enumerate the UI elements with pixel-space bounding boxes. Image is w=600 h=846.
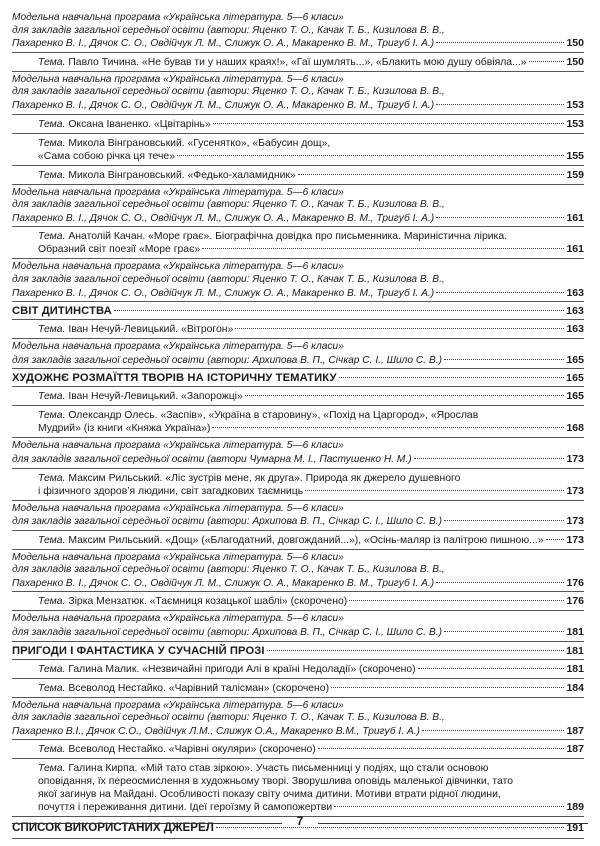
topic-entry <box>12 592 584 611</box>
toc-line <box>12 187 584 200</box>
topic-label: Тема. <box>38 763 66 775</box>
toc-text: «Сама собою річка ця тече» <box>38 150 175 162</box>
toc-text: Микола Вінграновський. «Федько-халамидник» <box>68 169 296 181</box>
toc-line <box>38 169 584 182</box>
toc-text: Модельна навчальна програма «Українська література. 5—6 класи» <box>12 186 344 198</box>
toc-text: Анатолій Качан. «Море грає». Біографічна довідка про письменника. Мариністична лірика. <box>68 231 507 243</box>
topic-entry <box>12 227 584 259</box>
topic-label: Тема. <box>38 169 66 181</box>
leader-dots <box>177 155 565 156</box>
page-number: 7 <box>296 814 304 828</box>
toc-line <box>12 503 584 516</box>
toc-text: Пахаренко В. І., Дячок С. О., Овдійчук Л. М., Слижук О. А., Макаренко В. М., Тригуб І. А.) <box>12 212 435 224</box>
toc-line <box>38 595 584 608</box>
toc-text: ХУДОЖНЄ РОЗМАЇТТЯ ТВОРІВ НА ІСТОРИЧНУ ТЕМАТИКУ <box>12 372 337 385</box>
leader-dots <box>529 61 565 62</box>
topic-entry <box>12 320 584 339</box>
section-heading <box>12 369 584 387</box>
toc-text: Галина Кирпа. «Мій тато став зіркою». Участь письменниці у подіях, що стали основою <box>68 763 489 775</box>
toc-line <box>12 74 584 87</box>
page-ref: 165 <box>566 390 584 403</box>
toc-text: Пахаренко В. І., Дячок С. О., Овдійчук Л. М., Слижук О. А., Макаренко В. М., Тригуб І. А.) <box>12 287 435 299</box>
toc-text: Пахаренко В.І., Дячок С.О., Овдійчук Л.М., Слижук О.А., Макаренко В.М., Тригуб І. А.) <box>12 725 420 737</box>
topic-label: Тема. <box>38 472 66 484</box>
leader-dots <box>349 600 564 601</box>
leader-dots <box>212 427 564 428</box>
page-ref: 181 <box>566 644 584 657</box>
toc-text: для закладів загальної середньої освіти (автори: Яценко Т. О., Качак Т. Б., Кизилова В. В., <box>12 564 445 576</box>
toc-line <box>38 118 584 131</box>
topic-label: Тема. <box>38 744 66 756</box>
toc-line <box>38 485 584 498</box>
topic-entry <box>12 740 584 759</box>
toc-text: Пахаренко В. І., Дячок С. О., Овдійчук Л. М., Слижук О. А., Макаренко В. М., Тригуб І. А.) <box>12 38 435 50</box>
toc-text: і фізичного здоров’я людини, світ загадкових таємниць <box>38 485 304 497</box>
program-entry <box>12 438 584 468</box>
toc-line <box>12 440 584 453</box>
toc-text: Модельна навчальна програма «Українська література. 5—6 класи» <box>12 341 344 353</box>
toc-text: Оксана Іваненко. «Цвітарінь» <box>68 118 211 130</box>
toc-line <box>12 86 584 99</box>
toc-line <box>12 274 584 287</box>
leader-dots <box>267 650 565 651</box>
page-ref: 168 <box>566 422 584 435</box>
toc-text: почуття і переживання дитини. Ідеї героїзму й самопожертви <box>38 802 333 814</box>
page-ref: 159 <box>566 168 584 181</box>
program-entry <box>12 72 584 115</box>
page-ref: 153 <box>566 98 584 111</box>
leader-dots <box>422 730 565 731</box>
toc-line <box>38 390 584 403</box>
toc-line <box>12 613 584 626</box>
bibliography-text: СПИСОК ВИКОРИСТАНИХ ДЖЕРЕЛ <box>12 821 214 835</box>
toc-text: Модельна навчальна програма «Українська література. 5—6 класи» <box>12 502 344 514</box>
leader-dots <box>235 328 564 329</box>
toc-line <box>12 37 584 51</box>
toc-line <box>12 700 584 713</box>
toc-line <box>38 472 584 485</box>
leader-dots <box>339 377 565 378</box>
toc-line <box>12 515 584 529</box>
leader-dots <box>444 359 565 360</box>
toc-text: Олександр Олесь. «Заспів», «Україна в старовину», «Похід на Царгород», «Ярослав <box>68 410 479 422</box>
topic-label: Тема. <box>38 391 66 403</box>
page-ref: 176 <box>566 576 584 589</box>
topic-entry <box>12 660 584 679</box>
topic-entry <box>12 115 584 134</box>
toc-text: якої загинув на Майдані. Особливості показу світу очима дитини. Мотиви втрати рідної людини, <box>38 789 501 801</box>
topic-entry <box>12 53 584 72</box>
toc-line <box>12 371 584 385</box>
topic-label: Тема. <box>38 56 66 68</box>
toc-text: для закладів загальної середньої освіти (автори: Архипова В. П., Січкар С. І., Шило С. В.) <box>12 516 442 528</box>
toc-text: ПРИГОДИ І ФАНТАСТИКА У СУЧАСНІЙ ПРОЗІ <box>12 644 265 657</box>
toc-line <box>12 199 584 212</box>
topic-entry <box>12 679 584 698</box>
page-ref: 187 <box>566 743 584 756</box>
leader-dots <box>245 395 565 396</box>
toc-text: Модельна навчальна програма «Українська література. 5—6 класи» <box>12 261 344 273</box>
program-entry <box>12 339 584 369</box>
toc-text: СВІТ ДИТИНСТВА <box>12 305 112 318</box>
toc-line <box>38 422 584 435</box>
footer-rule-left <box>12 823 282 824</box>
leader-dots <box>444 520 565 521</box>
page-ref: 173 <box>566 452 584 465</box>
page-ref: 153 <box>566 117 584 130</box>
toc-line <box>38 323 584 336</box>
toc-line <box>12 12 584 25</box>
toc-line <box>38 762 584 775</box>
toc-line <box>12 552 584 565</box>
toc-line <box>12 725 584 739</box>
toc-line <box>12 304 584 318</box>
toc-line <box>12 99 584 113</box>
toc-text: для закладів загальної середньої освіти (автори: Архипова В. П., Січкар С. І., Шило С. В.) <box>12 354 442 366</box>
leader-dots <box>114 310 564 311</box>
toc-text: Микола Вінграновський. «Гусенятко», «Бабусин дощ», <box>68 137 331 149</box>
footer-rule-right <box>318 823 588 824</box>
toc-text: Образний світ поезії «Море грає» <box>38 244 201 256</box>
toc-line <box>12 287 584 301</box>
topic-label: Тема. <box>38 596 66 608</box>
page-ref: 155 <box>566 149 584 162</box>
toc-text: Іван Нечуй-Левицький. «Вітрогон» <box>68 324 234 336</box>
page-ref: 173 <box>566 533 584 546</box>
topic-label: Тема. <box>38 137 66 149</box>
toc-line <box>38 775 584 788</box>
toc-text: для закладів загальної середньої освіти (автори: Яценко Т. О., Качак Т. Б., Кизилова В. В., <box>12 86 445 98</box>
leader-dots <box>414 458 565 459</box>
toc-line <box>38 243 584 256</box>
topic-label: Тема. <box>38 324 66 336</box>
toc-line <box>38 743 584 756</box>
leader-dots <box>436 42 564 43</box>
topic-entry <box>12 531 584 550</box>
topic-label: Тема. <box>38 231 66 243</box>
toc-text: Павло Тичина. «Не бував ти у наших краях!», «Гаї шумлять...», «Блакить мою душу обвіяла...» <box>68 56 527 68</box>
leader-dots <box>318 748 565 749</box>
topic-label: Тема. <box>38 663 66 675</box>
topic-label: Тема. <box>38 682 66 694</box>
leader-dots <box>305 490 564 491</box>
toc-line <box>12 712 584 725</box>
toc-text: для закладів загальної середньої освіти (автори Чумарна М. І., Пастушенко Н. М.) <box>12 453 412 465</box>
leader-dots <box>202 248 564 249</box>
toc-text: для закладів загальної середньої освіти (автори: Яценко Т. О., Качак Т. Б., Кизилова В. В., <box>12 273 445 285</box>
page-ref: 161 <box>566 211 584 224</box>
page-ref: 181 <box>566 626 584 639</box>
toc-text: для закладів загальної середньої освіти (автори: Яценко Т. О., Качак Т. Б., Кизилова В. В., <box>12 24 445 36</box>
toc-text: для закладів загальної середньої освіти (автори: Яценко Т. О., Качак Т. Б., Кизилова В. В., <box>12 199 445 211</box>
topic-entry <box>12 469 584 501</box>
toc-line <box>12 564 584 577</box>
toc-line <box>38 137 584 150</box>
page-ref: 150 <box>566 37 584 50</box>
page-ref: 187 <box>566 724 584 737</box>
program-entry <box>12 698 584 741</box>
leader-dots <box>334 806 564 807</box>
topic-entry <box>12 166 584 185</box>
toc-line <box>12 453 584 467</box>
topic-entry <box>12 387 584 406</box>
topic-entry <box>12 406 584 438</box>
program-entry <box>12 185 584 228</box>
page-ref: 161 <box>566 243 584 256</box>
toc-line <box>12 577 584 591</box>
toc-line <box>38 788 584 801</box>
toc-text: Модельна навчальна програма «Українська література. 5—6 класи» <box>12 73 344 85</box>
leader-dots <box>436 582 564 583</box>
toc-line <box>12 212 584 226</box>
toc-text: Модельна навчальна програма «Українська література. 5—6 класи» <box>12 551 344 563</box>
page-ref: 191 <box>566 822 584 835</box>
toc-text: Всеволод Нестайко. «Чарівний талісман» (скорочено) <box>68 682 330 694</box>
toc-text: Модельна навчальна програма «Українська література. 5—6 класи» <box>12 699 344 711</box>
toc-line <box>38 150 584 163</box>
toc-line <box>12 354 584 368</box>
toc-text: Модельна навчальна програма «Українська література. 5—6 класи» <box>12 12 344 23</box>
toc-line <box>38 409 584 422</box>
toc-line <box>38 56 584 69</box>
toc-text: Мудрий» (із книги «Княжа Україна») <box>38 423 211 435</box>
leader-dots <box>436 217 564 218</box>
toc-text: Галина Малик. «Незвичайні пригоди Алі в країні Недоладії» (скорочено) <box>68 663 416 675</box>
toc-line <box>38 663 584 676</box>
leader-dots <box>216 827 565 828</box>
program-entry <box>12 501 584 531</box>
page-ref: 163 <box>566 323 584 336</box>
topic-label: Тема. <box>38 410 66 422</box>
toc-line <box>12 25 584 38</box>
toc-text: Максим Рильський. «Ліс зустрів мене, як друга». Природа як джерело душевного <box>68 472 461 484</box>
toc-text: Всеволод Нестайко. «Чарівні окуляри» (скорочено) <box>68 744 316 756</box>
toc-text: Модельна навчальна програма «Українська література. 5—6 класи» <box>12 440 344 452</box>
table-of-contents <box>12 10 584 839</box>
leader-dots <box>436 292 564 293</box>
page-ref: 163 <box>566 305 584 318</box>
page-ref: 181 <box>566 662 584 675</box>
toc-text: Модельна навчальна програма «Українська література. 5—6 класи» <box>12 613 344 625</box>
topic-entry <box>12 134 584 166</box>
toc-line <box>12 626 584 640</box>
toc-line <box>38 230 584 243</box>
leader-dots <box>444 631 565 632</box>
page-ref: 165 <box>566 353 584 366</box>
toc-text: Максим Рильський. «Дощ» («Благодатний, довгожданий...»), «Осінь-маляр із палітрою пишною...» <box>68 534 544 546</box>
leader-dots <box>298 174 565 175</box>
section-heading <box>12 302 584 320</box>
leader-dots <box>213 123 565 124</box>
toc-text: для закладів загальної середньої освіти (автори: Архипова В. П., Січкар С. І., Шило С. В.) <box>12 627 442 639</box>
program-entry <box>12 611 584 641</box>
page-ref: 173 <box>566 484 584 497</box>
leader-dots <box>418 668 565 669</box>
topic-label: Тема. <box>38 534 66 546</box>
topic-entry <box>12 759 584 817</box>
topic-label: Тема. <box>38 118 66 130</box>
program-entry <box>12 10 584 53</box>
page-ref: 163 <box>566 286 584 299</box>
toc-text: Пахаренко В. І., Дячок С. О., Овдійчук Л. М., Слижук О. А., Макаренко В. М., Тригуб І. А.) <box>12 577 435 589</box>
leader-dots <box>436 104 564 105</box>
page-ref: 173 <box>566 515 584 528</box>
leader-dots <box>546 539 565 540</box>
toc-line <box>12 261 584 274</box>
toc-text: для закладів загальної середньої освіти (автори: Яценко Т. О., Качак Т. Б., Кизилова В. В., <box>12 712 445 724</box>
toc-line <box>12 341 584 354</box>
page-ref: 184 <box>566 681 584 694</box>
page-ref: 189 <box>566 801 584 814</box>
page-ref: 165 <box>566 372 584 385</box>
toc-text: Пахаренко В. І., Дячок С. О., Овдійчук Л. М., Слижук О. А., Макаренко В. М., Тригуб І. А.) <box>12 99 435 111</box>
program-entry <box>12 550 584 593</box>
toc-text: оповідання, їх переосмислення в художньому творі. Зворушлива оповідь маленької дівчинки, тато <box>38 776 514 788</box>
toc-line <box>38 682 584 695</box>
program-entry <box>12 259 584 302</box>
toc-line <box>12 644 584 658</box>
page-ref: 176 <box>566 595 584 608</box>
toc-line <box>38 534 584 547</box>
leader-dots <box>331 687 564 688</box>
section-heading <box>12 642 584 660</box>
page-ref: 150 <box>566 55 584 68</box>
toc-line <box>38 801 584 814</box>
toc-text: Зірка Мензатюк. «Таємниця козацької шаблі» (скорочено) <box>68 596 348 608</box>
toc-text: Іван Нечуй-Левицький. «Запорожці» <box>68 391 243 403</box>
